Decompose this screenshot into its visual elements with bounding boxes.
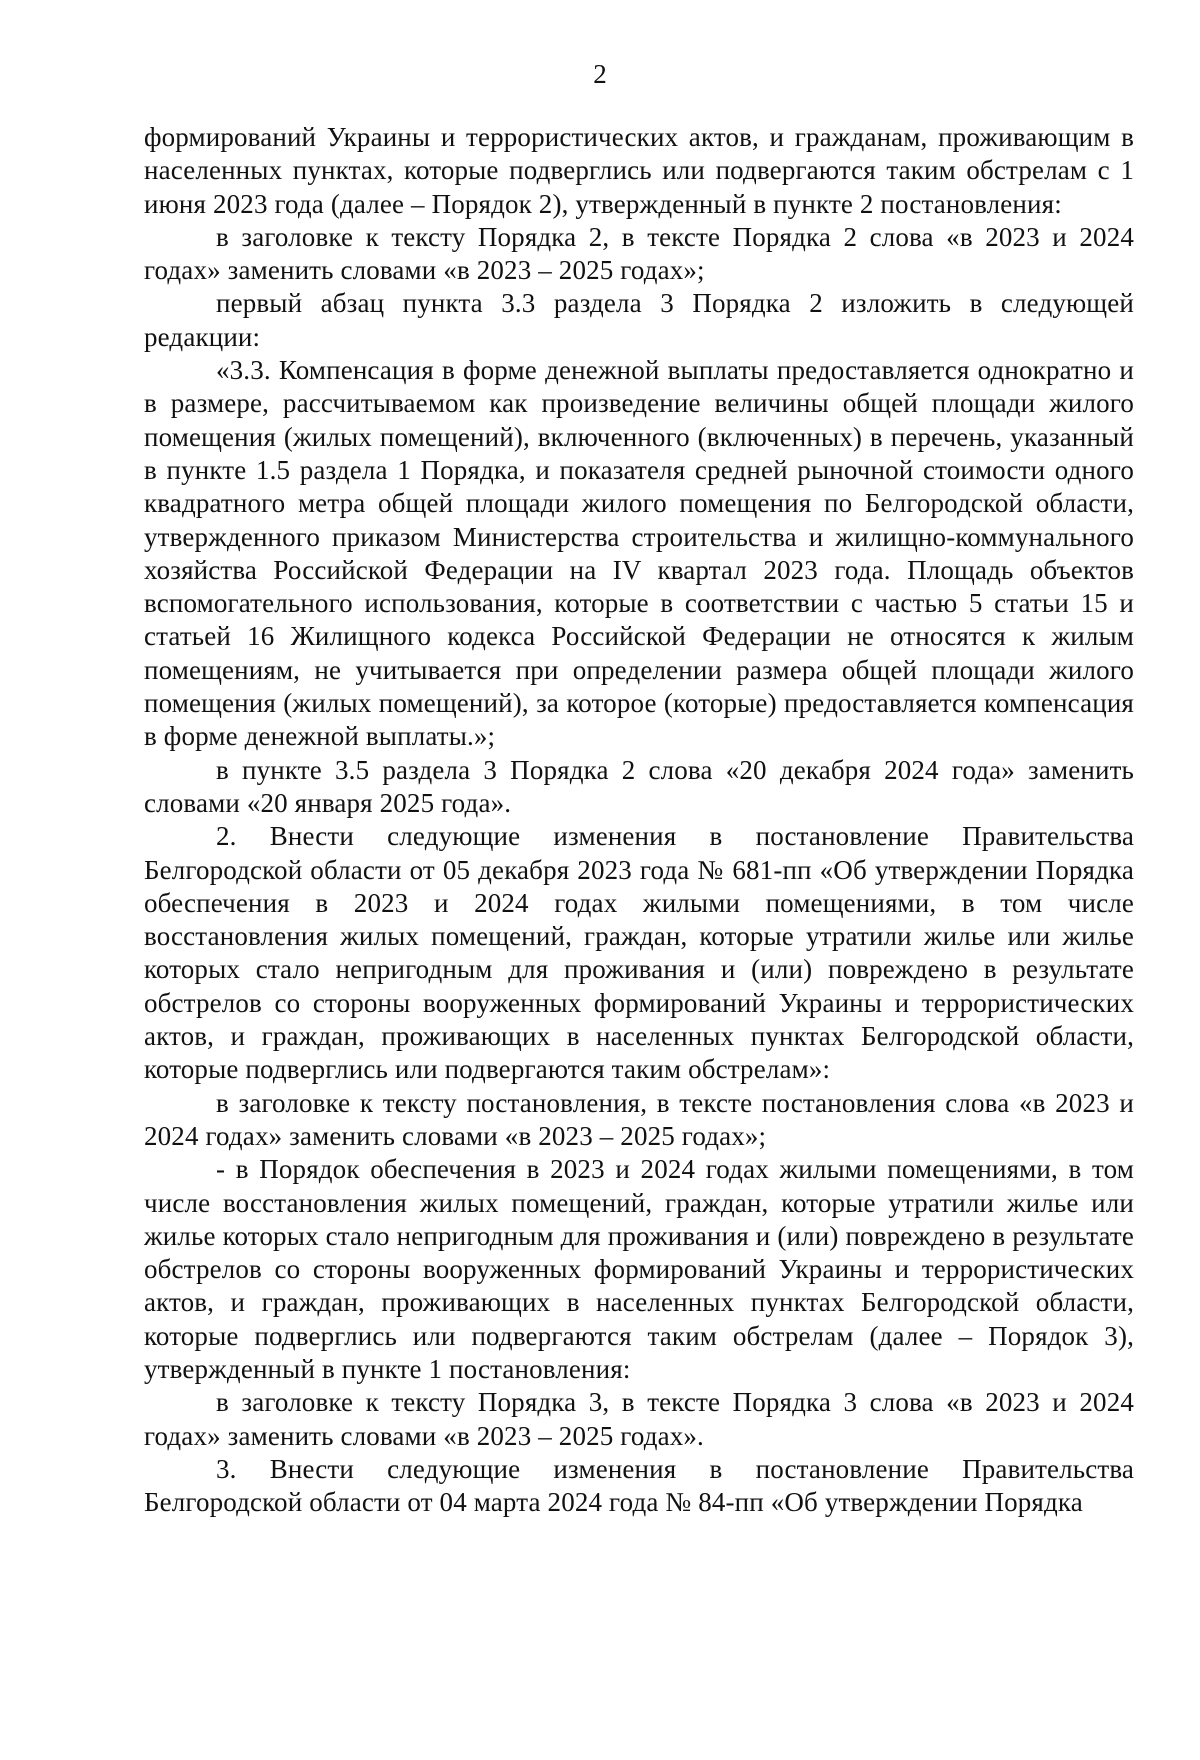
paragraph-9: в заголовке к тексту Порядка 3, в тексте Порядка 3 слова «в 2023 и 2024 годах» заменить словами «в 2023 – 2025 годах». (144, 1387, 1134, 1451)
paragraph-6: 2. Внести следующие изменения в постановление Правительства Белгородской области от 05 декабря 2023 года № 681-пп «Об утверждении Порядка обеспечения в 2023 и 2024 годах жилыми помещениями, в том числе восстановления жилых помещений, граждан, которые утратили жилье или жилье которых стало непригодным для проживания и (или) повреждено в результате обстрелов со стороны вооруженных формирований Украины и террористических актов, и граждан, проживающих в населенных пунктах Белгородской области, которые подверглись или подвергаются таким обстрелам»: (144, 821, 1134, 1085)
paragraph-5: в пункте 3.5 раздела 3 Порядка 2 слова «20 декабря 2024 года» заменить словами «20 января 2025 года». (144, 754, 1134, 818)
paragraph-7: в заголовке к тексту постановления, в тексте постановления слова «в 2023 и 2024 годах» заменить словами «в 2023 – 2025 годах»; (144, 1087, 1134, 1151)
paragraph-3: первый абзац пункта 3.3 раздела 3 Порядка 2 изложить в следующей редакции: (144, 288, 1134, 352)
paragraph-1: формирований Украины и террористических актов, и гражданам, проживающим в населенных пунктах, которые подверглись или подвергаются таким обстрелам с 1 июня 2023 года (далее – Порядок 2), утвержденный в пункте 2 постановления: (144, 122, 1134, 219)
page-number: 2 (593, 59, 607, 89)
paragraph-4: «3.3. Компенсация в форме денежной выплаты предоставляется однократно и в размере, рассчитываемом как произведение величины общей площади жилого помещения (жилых помещений), включенного (включенных) в перечень, указанный в пункте 1.5 раздела 1 Порядка, и показателя средней рыночной стоимости одного квадратного метра общей площади жилого помещения по Белгородской области, утвержденного приказом Министерства строительства и жилищно-коммунального хозяйства Российской Федерации на IV квартал 2023 года. Площадь объектов вспомогательного использования, которые в соответствии с частью 5 статьи 15 и статьей 16 Жилищного кодекса Российской Федерации не относятся к жилым помещениям, не учитывается при определении размера общей площади жилого помещения (жилых помещений), за которое (которые) предоставляется компенсация в форме денежной выплаты.»; (144, 355, 1134, 752)
document-body (144, 121, 1134, 1519)
paragraph-8: - в Порядок обеспечения в 2023 и 2024 годах жилыми помещениями, в том числе восстановления жилых помещений, граждан, которые утратили жилье или жилье которых стало непригодным для проживания и (или) повреждено в результате обстрелов со стороны вооруженных формирований Украины и террористических актов, и граждан, проживающих в населенных пунктах Белгородской области, которые подверглись или подвергаются таким обстрелам (далее – Порядок 3), утвержденный в пункте 1 постановления: (144, 1154, 1134, 1384)
paragraph-10: 3. Внести следующие изменения в постановление Правительства Белгородской области от 04 марта 2024 года № 84-пп «Об утверждении Порядка (144, 1453, 1134, 1518)
paragraph-2: в заголовке к тексту Порядка 2, в тексте Порядка 2 слова «в 2023 и 2024 годах» заменить словами «в 2023 – 2025 годах»; (144, 221, 1134, 286)
